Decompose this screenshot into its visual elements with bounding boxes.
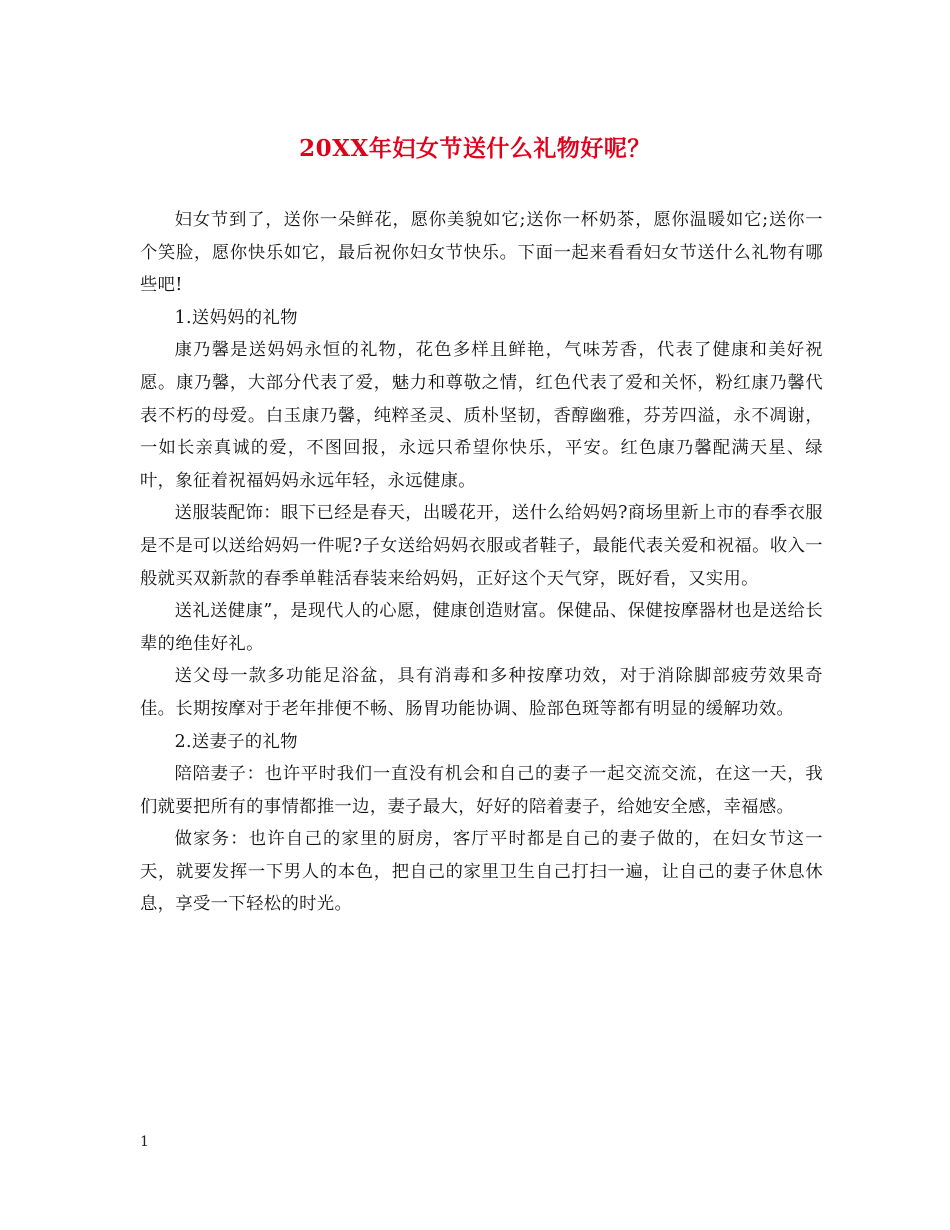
section-heading-mother: 1.送妈妈的礼物 — [174, 307, 298, 328]
paragraph-carnation: 康乃馨是送妈妈永恒的礼物，花色多样且鲜艳，气味芳香，代表了健康和美好祝愿。康乃馨，大部分代表了爱，魅力和尊敬之情，红色代表了爱和关怀，粉红康乃馨代表不朽的母爱。白玉康乃馨，纯粹圣灵、质朴坚韧，香醇幽雅，芬芳四溢，永不凋谢，一如长亲真诚的爱，不图回报，永远只希望你快乐，平安。红色康乃馨配满天星、绿叶，象征着祝福妈妈永远年轻，永远健康。 — [140, 340, 823, 491]
paragraph-clothing: 送服装配饰：眼下已经是春天，出暖花开，送什么给妈妈?商场里新上市的春季衣服是不是可以送给妈妈一件呢?子女送给妈妈衣服或者鞋子，最能代表关爱和祝福。收入一般就买双新款的春季单鞋活春装来给妈妈，正好这个天气穿，既好看，又实用。 — [140, 503, 823, 589]
paragraph-foot-bath: 送父母一款多功能足浴盆，具有消毒和多种按摩功效，对于消除脚部疲劳效果奇佳。长期按摩对于老年排便不畅、肠胃功能协调、脸部色斑等都有明显的缓解功效。 — [140, 666, 823, 719]
paragraph-accompany: 陪陪妻子：也许平时我们一直没有机会和自己的妻子一起交流交流，在这一天，我们就要把所有的事情都推一边，妻子最大，好好的陪着妻子，给她安全感，幸福感。 — [140, 764, 823, 817]
page-number: 1 — [140, 1134, 149, 1150]
paragraph-housework: 做家务：也许自己的家里的厨房，客厅平时都是自己的妻子做的，在妇女节这一天，就要发挥一下男人的本色，把自己的家里卫生自己打扫一遍，让自己的妻子休息休息，享受一下轻松的时光。 — [140, 829, 823, 915]
document-body — [140, 204, 823, 921]
section-heading-wife: 2.送妻子的礼物 — [174, 731, 298, 752]
intro-paragraph: 妇女节到了，送你一朵鲜花，愿你美貌如它;送你一杯奶茶，愿你温暖如它;送你一个笑脸，愿你快乐如它，最后祝你妇女节快乐。下面一起来看看妇女节送什么礼物有哪些吧! — [140, 210, 823, 296]
document-title: 20XX年妇女节送什么礼物好呢？ — [299, 135, 651, 162]
paragraph-health: 送礼送健康”，是现代人的心愿，健康创造财富。保健品、保健按摩器材也是送给长辈的绝佳好礼。 — [140, 601, 823, 654]
